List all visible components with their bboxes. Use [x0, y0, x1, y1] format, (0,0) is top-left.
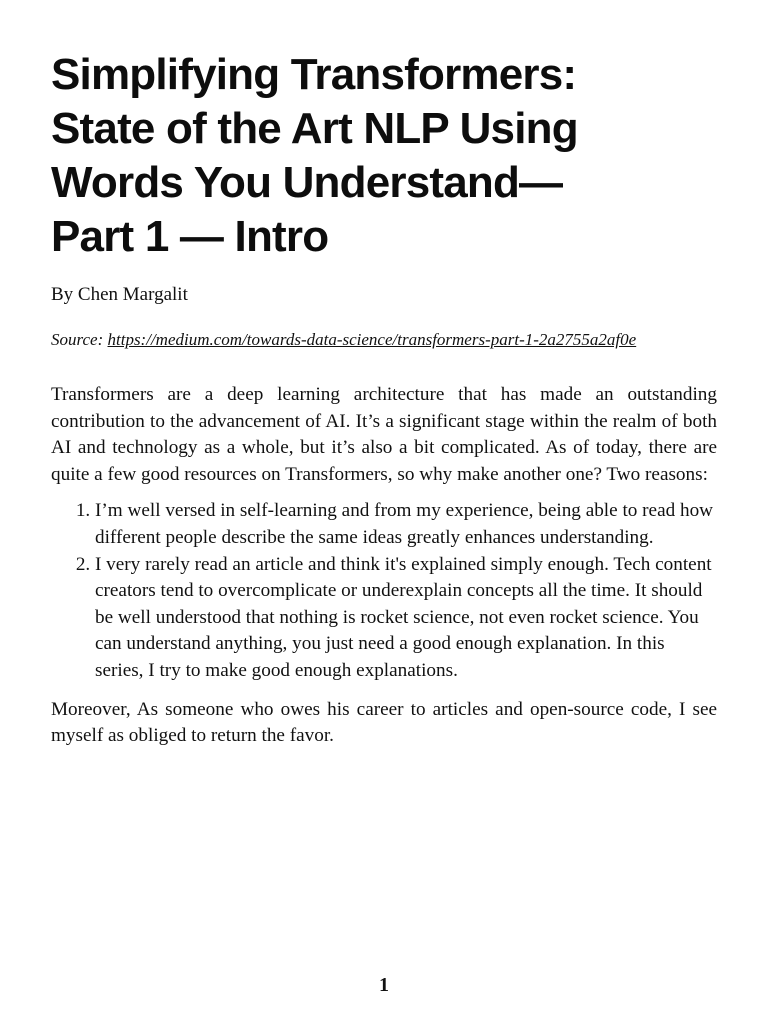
title-line: State of the Art NLP Using: [51, 104, 578, 153]
source-label: Source:: [51, 330, 108, 349]
title-line: Part 1 — Intro: [51, 212, 329, 261]
title-line: Words You Understand—: [51, 158, 563, 207]
reasons-list: [51, 498, 717, 684]
list-item: 1. I’m well versed in self-learning and from my experience, being able to read how different people describe the same ideas greatly enhances understanding.: [95, 498, 717, 551]
intro-paragraph: Transformers are a deep learning architecture that has made an outstanding contribution to the advancement of AI. It’s a significant stage within the realm of both AI and technology as a whole, but it’s also a bit complicated. As of today, there are quite a few good resources on Transformers, so why make another one? Two reasons:: [51, 384, 717, 485]
source-link[interactable]: https://medium.com/towards-data-science/transformers-part-1-2a2755a2af0e: [107, 330, 637, 349]
list-item: 2. I very rarely read an article and think it's explained simply enough. Tech content creators tend to overcomplicate or underexplain concepts all the time. It should be well understood that nothing is rocket science, not even rocket science. You can understand anything, you just need a good enough explanation. In this series, I try to make good enough explanations.: [95, 552, 717, 685]
source-citation: [51, 328, 651, 352]
page-number: 1: [379, 974, 389, 996]
closing-paragraph: Moreover, As someone who owes his career to articles and open-source code, I see myself as obliged to return the favor.: [51, 698, 717, 747]
author-byline: By Chen Margalit: [51, 284, 188, 305]
title-line: Simplifying Transformers:: [51, 50, 577, 99]
document-title: [51, 48, 717, 264]
document-page: [51, 48, 717, 750]
